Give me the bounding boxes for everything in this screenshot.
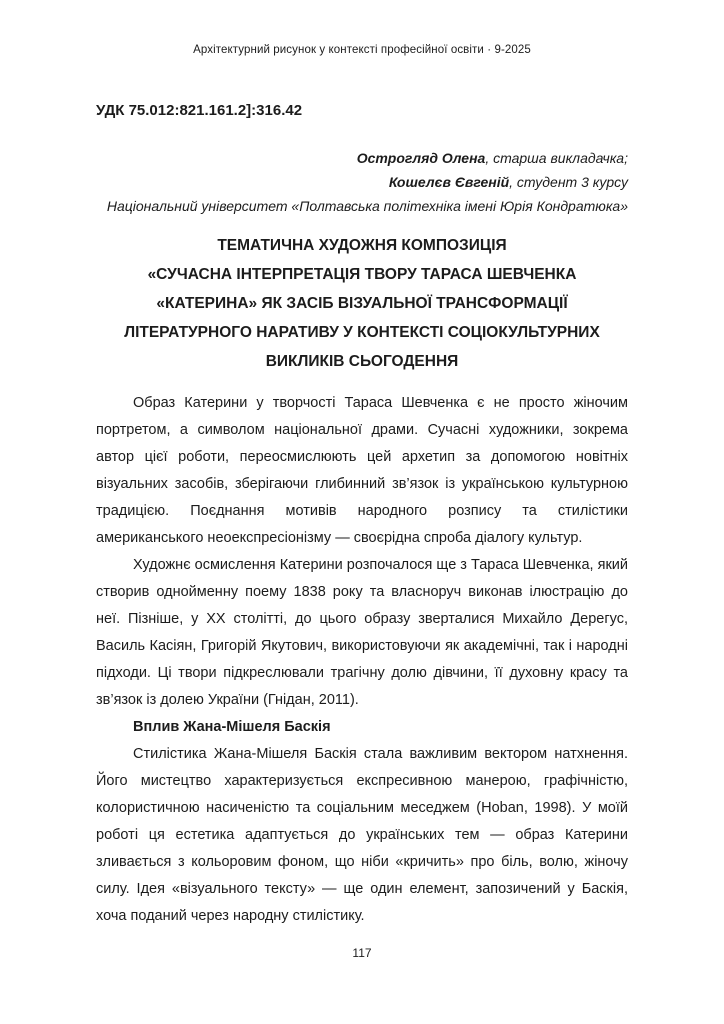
author-name-1: Острогляд Олена: [356, 150, 486, 166]
body-paragraph-1: Образ Катерини у творчості Тараса Шевченка є не просто жіночим портретом, а символом національної драми. Сучасні художники, зокрема автор цієї роботи, переосмислюють цей архетип за допомогою новітніх візуальних засобів, зберігаючи глибинний зв’язок із українською культурною традицією. Поєднання мотивів народного розпису та стилістики американського неоекспресіонізму — своєрідна спроба діалогу культур.: [96, 395, 628, 546]
author-role-2: , студент 3 курсу: [509, 174, 628, 190]
author-role-1: , старша викладачка;: [485, 150, 628, 166]
author-line-1: [70, 146, 628, 170]
author-line-2: [70, 170, 628, 194]
article-title-line-3: «КАТЕРИНА» ЯК ЗАСІБ ВІЗУАЛЬНОЇ ТРАНСФОРМАЦІЇ: [156, 295, 568, 312]
running-header: Архітектурний рисунок у контексті професійної освіти · 9-2025: [193, 44, 531, 56]
udc-code: УДК 75.012:821.161.2]:316.42: [96, 102, 303, 119]
body-paragraph-2: Художнє осмислення Катерини розпочалося ще з Тараса Шевченка, який створив однойменну поему 1838 року та власноруч виконав ілюстрацію до неї. Пізніше, у ХХ столітті, до цього образу зверталися Михайло Дерегус, Василь Касіян, Григорій Якутович, використовуючи як академічні, так і народні підходи. Ці твори підкреслювали трагічну долю дівчини, її духовну красу та зв’язок із долею України (Гнідан, 2011).: [96, 557, 628, 708]
author-name-2: Кошелєв Євгеній: [388, 174, 510, 190]
article-title-line-5: ВИКЛИКІВ СЬОГОДЕННЯ: [265, 353, 459, 370]
body-paragraph-3: Стилістика Жана-Мішеля Баскія стала важливим вектором натхнення. Його мистецтво характеризується експресивною манерою, графічністю, колористичною насиченістю та соціальним меседжем (Hoban, 1998). У моїй роботі ця естетика адаптується до українських тем — образ Катерини зливається з кольоровим фоном, що ніби «кричить» про біль, волю, жіночу силу. Ідея «візуального тексту» — ще один елемент, запозичений у Баскія, хоча поданий через народну стилістику.: [96, 746, 628, 924]
section-subheading: Вплив Жана-Мішеля Баскія: [133, 719, 331, 735]
article-body: [96, 390, 628, 930]
article-title-line-1: ТЕМАТИЧНА ХУДОЖНЯ КОМПОЗИЦІЯ: [217, 237, 507, 254]
article-title-line-4: ЛІТЕРАТУРНОГО НАРАТИВУ У КОНТЕКСТІ СОЦІОКУЛЬТУРНИХ: [124, 324, 600, 341]
article-title-line-2: «СУЧАСНА ІНТЕРПРЕТАЦІЯ ТВОРУ ТАРАСА ШЕВЧЕНКА: [147, 266, 577, 283]
author-block: [70, 146, 628, 218]
article-title: [78, 231, 646, 376]
page-number: 117: [352, 946, 372, 960]
author-affiliation: Національний університет «Полтавська політехніка імені Юрія Кондратюка»: [106, 198, 628, 214]
